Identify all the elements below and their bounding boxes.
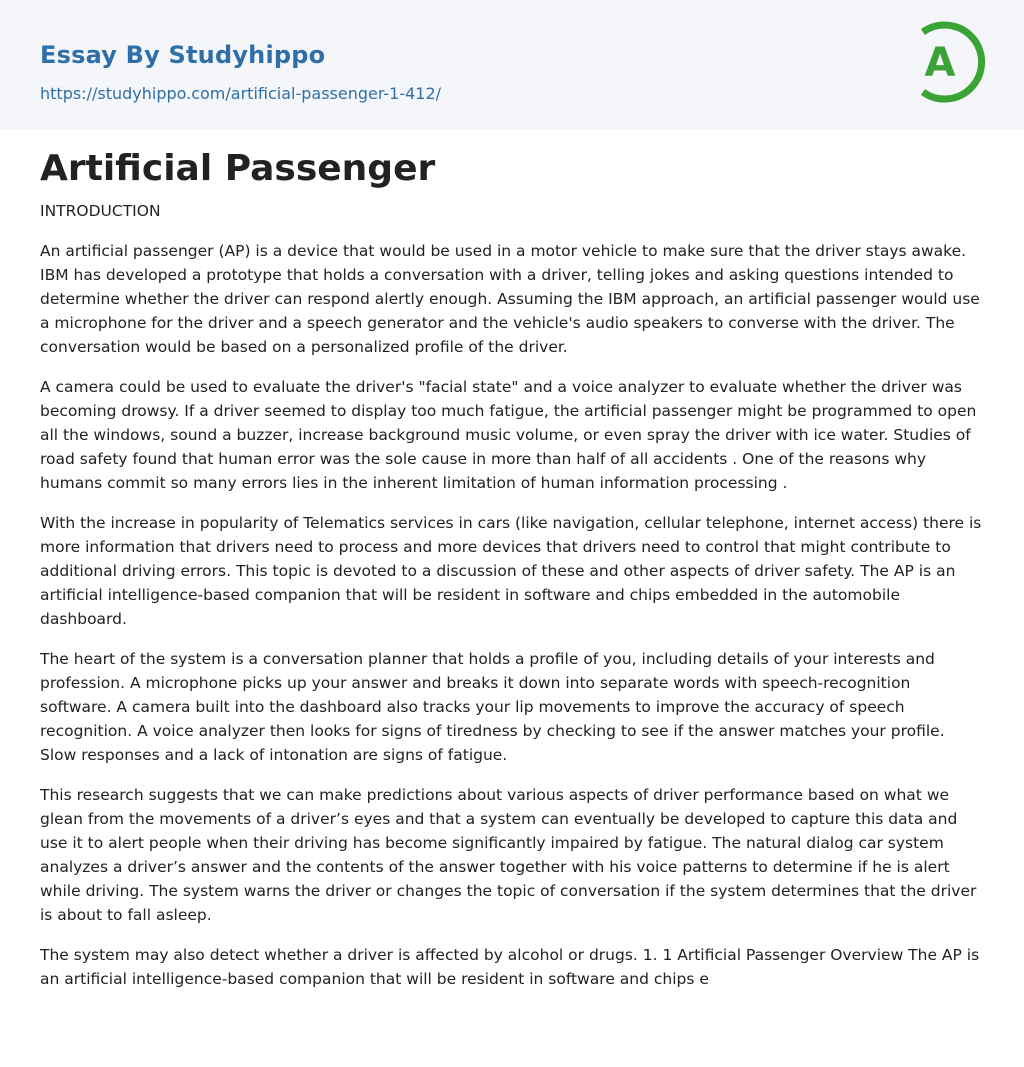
paragraph: The heart of the system is a conversation planner that holds a profile of you, including details of your interests and profession. A microphone picks up your answer and breaks it down into separate words with speech-recognition software. A camera built into the dashboard also tracks your lip movements to improve the accuracy of speech recognition. A voice analyzer then looks for signs of tiredness by checking to see if the answer matches your profile. Slow responses and a lack of intonation are signs of fatigue. (40, 650, 945, 765)
article-body (0, 129, 1024, 991)
essay-url-link[interactable]: https://studyhippo.com/artificial-passenger-1-412/ (40, 84, 442, 103)
paragraph: With the increase in popularity of Telematics services in cars (like navigation, cellular telephone, internet access) there is more information that drivers need to process and more devices that drivers need to control that might contribute to additional driving errors. This topic is devoted to a discussion of these and other aspects of driver safety. The AP is an artificial intelligence-based companion that will be resident in software and chips embedded in the automobile dashboard. (40, 514, 982, 629)
paragraph: An artificial passenger (AP) is a device that would be used in a motor vehicle to make sure that the driver stays awake. IBM has developed a prototype that holds a conversation with a driver, telling jokes and asking questions intended to determine whether the driver can respond alertly enough. Assuming the IBM approach, an artificial passenger would use a microphone for the driver and a speech generator and the vehicle's audio speakers to converse with the driver. The conversation would be based on a personalized profile of the driver. (40, 242, 980, 357)
paragraph: This research suggests that we can make predictions about various aspects of driver performance based on what we glean from the movements of a driver’s eyes and that a system can eventually be developed to capture this data and use it to alert people when their driving has become significantly impaired by fatigue. The natural dialog car system analyzes a driver’s answer and the contents of the answer together with his voice patterns to determine if he is alert while driving. The system warns the driver or changes the topic of conversation if the system determines that the driver is about to fall asleep. (40, 786, 977, 925)
paragraph: A camera could be used to evaluate the driver's "facial state" and a voice analyzer to evaluate whether the driver was becoming drowsy. If a driver seemed to display too much fatigue, the artificial passenger might be programmed to open all the windows, sound a buzzer, increase background music volume, or even spray the driver with ice water. Studies of road safety found that human error was the sole cause in more than half of all accidents . One of the reasons why humans commit so many errors lies in the inherent limitation of human information processing . (40, 378, 977, 493)
article-title: Artificial Passenger (40, 148, 436, 189)
site-title[interactable]: Essay By Studyhippo (40, 41, 326, 69)
studyhippo-logo-icon[interactable] (912, 19, 986, 105)
section-heading: INTRODUCTION (40, 202, 161, 221)
logo-letter: A (924, 40, 956, 86)
site-header (0, 0, 1024, 129)
paragraph: The system may also detect whether a driver is affected by alcohol or drugs. 1. 1 Artificial Passenger Overview The AP is an artificial intelligence-based companion that will be resident in software and chips e (40, 946, 980, 989)
